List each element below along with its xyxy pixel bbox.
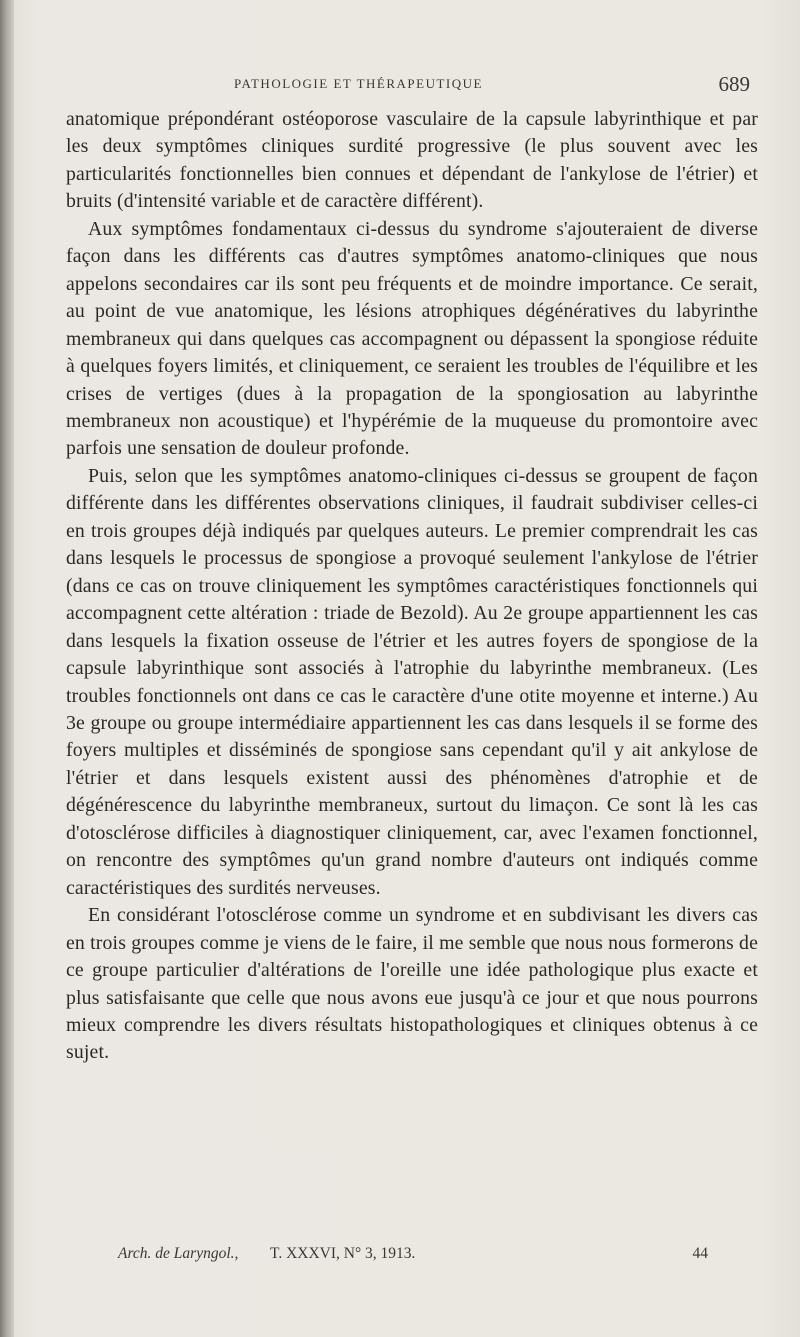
page-header	[62, 72, 762, 98]
signature-mark: 44	[692, 1245, 708, 1262]
paragraph-1: anatomique prépondérant ostéoporose vasculaire de la capsule labyrinthique et par les deux symptômes cliniques surdité progressive (le plus souvent avec les particularités fonctionnelles bien connues et dépendant de l'ankylose de l'étrier) et bruits (d'intensité variable et de caractère différent).	[66, 108, 758, 213]
paragraph-4: En considérant l'otosclérose comme un syndrome et en subdivisant les divers cas en trois groupes comme je viens de le faire, il me semble que nous nous formerons de ce groupe particulier d'altérations de l'oreille une idée pathologique plus exacte et plus satisfaisante que celle que nous avons eue jusqu'à ce jour et que nous pourrons mieux comprendre les divers résultats histopathologiques et cliniques obtenus à ce sujet.	[66, 904, 758, 1064]
paragraph-3: Puis, selon que les symptômes anatomo-cliniques ci-dessus se groupent de façon différente dans les différentes observations cliniques, il faudrait subdiviser celles-ci en trois groupes déjà indiqués par quelques auteurs. Le premier comprendrait les cas dans lesquels le processus de spongiose a provoqué seulement l'ankylose de l'étrier (dans ce cas on trouve cliniquement les symptômes caractéristiques fonctionnels qui accompagnent cette altération : triade de Bezold). Au 2e groupe appartiennent les cas dans lesquels la fixation osseuse de l'étrier et les autres foyers de spongiose de la capsule labyrinthique sont associés à l'atrophie du labyrinthe membraneux. (Les troubles fonctionnels ont dans ce cas le caractère d'une otite moyenne et interne.) Au 3e groupe ou groupe intermédiaire appartiennent les cas dans lesquels il se forme des foyers multiples et disséminés de spongiose sans cependant qu'il y ait ankylose de l'étrier et dans lesquels existent aussi des phénomènes d'atrophie et de dégénérescence du labyrinthe membraneux, surtout du limaçon. Ce sont là les cas d'otosclérose difficiles à diagnostiquer cliniquement, car, avec l'examen fonctionnel, on rencontre des symptômes qu'un grand nombre d'auteurs ont indiqués comme caractéristiques des surdités nerveuses.	[66, 464, 758, 899]
volume-citation: T. XXXVI, N° 3, 1913.	[270, 1245, 416, 1262]
body-text	[66, 106, 758, 1067]
journal-citation: Arch. de Laryngol.,	[118, 1245, 239, 1262]
running-head: PATHOLOGIE ET THÉRAPEUTIQUE	[234, 76, 483, 91]
book-spine-shadow	[0, 0, 14, 1337]
page-number: 689	[718, 72, 750, 96]
paragraph-2: Aux symptômes fondamentaux ci-dessus du syndrome s'ajouteraient de diverse façon dans les différents cas d'autres symptômes anatomo-cliniques que nous appelons secondaires car ils sont peu fréquents et de moindre importance. Ce serait, au point de vue anatomique, les lésions atrophiques dégénératives du labyrinthe membraneux qui dans quelques cas accompagnent ou dépassent la spongiose réduite à quelques foyers limités, et cliniquement, ce seraient les troubles de l'équilibre et les crises de vertiges (dues à la propagation de la spongiosation au labyrinthe membraneux non acoustique) et l'hypérémie de la muqueuse du promontoire avec parfois une sensation de douleur profonde.	[66, 217, 758, 460]
page-footer	[118, 1245, 708, 1271]
